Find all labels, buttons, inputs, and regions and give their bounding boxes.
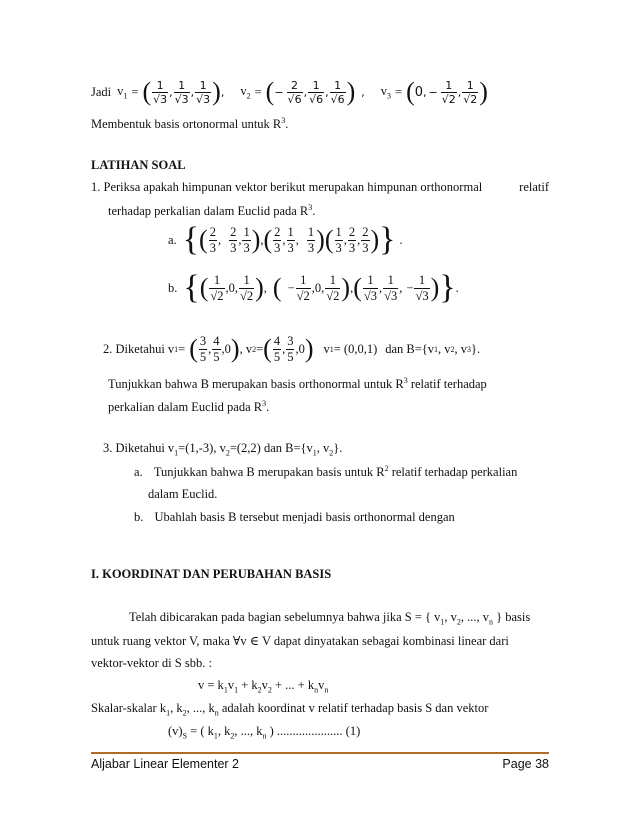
v1-vector: ( [142,77,152,106]
v3-components: 0 , − $\frac{1}{√2}$ , $\frac{1}{√2}$ [414,78,478,106]
coordinate-vector-equation: $(v)_S$ = ( $k_1$, $k_2$, ..., $k_n$ ) ..................... (1) [168,724,361,741]
v3-label: $v_3$ [380,83,392,101]
v2-label: $v_2$ [240,83,251,101]
question-2-line-1: 2. Diketahui v 1 = ( $\frac{3}{5}$ , $\frac{4}{5}$ ,0 ) , v 2 = ( $\frac{4}{5}$ , $\frac{3}{5}$ ,0 ) v 1 = (0,0,1) dan B={v 1 , v 2 , v 3 }. [103,334,481,364]
question-3b: b. Ubahlah basis B tersebut menjadi basis orthonormal dengan [134,510,455,524]
question-1b-set: b. { ( $\frac{1}{√2}$ ,0, $\frac{1}{√2}$ ) , ( − $\frac{1}{√2}$ ,0, $\frac{1}{√2}$ ) , ( $\frac{1}{√3}$ , $\frac{1}{√3}$ , − $\frac{1}{√3}$ ) } . [168,269,459,306]
paragraph-line-3: vektor-vektor di S sbb. : [91,656,212,670]
paragraph-line-2: untuk ruang vektor V, maka ∀v ∈ V dapat dinyatakan sebagai kombinasi linear dari [91,634,509,648]
question-1-line-1: 1. Periksa apakah himpunan vektor berikut merupakan himpunan orthonormal relatif [91,180,549,194]
v2-components: − $\frac{2}{√6}$ , $\frac{1}{√6}$ , $\frac{1}{√6}$ [274,78,345,106]
paragraph-line-5: Skalar-skalar $k_1$, $k_2$, ..., $k_n$ adalah koordinat v relatif terhadap basis S dan vektor [91,701,489,718]
paragraph-line-1: Telah dibicarakan pada bagian sebelumnya bahwa jika S = { $v_1$, $v_2$, ..., $v_n$ } basis [129,610,531,627]
question-2-line-3: perkalian dalam Euclid pada $R^3$. [108,399,270,415]
result-vectors-line: Jadi $v_1$ = ( $\frac{1}{√3}$ , $\frac{1}{√3}$ , $\frac{1}{√3}$ ) , $v_2$ = ( − $\frac{2}{√6}$ , $\frac{1}{√6}$ , $\frac{1}{√6}$ ) , $v_3$ = ( 0 , − $\frac{1}{√2}$ , $\frac{1}{√2}$ ) [91,77,488,106]
footer-divider [91,752,549,754]
question-1a-set: a. { ( $\frac{2}{3}$ , $\frac{2}{3}$ , $\frac{1}{3}$ ) , ( $\frac{2}{3}$ , $\frac{1}{3}$ , $\frac{1}{3}$ ) ( $\frac{1}{3}$ , $\frac{2}{3}$ , $\frac{2}{3}$ ) } . [168,221,403,258]
question-2-line-2: Tunjukkan bahwa B merupakan basis orthonormal untuk $R^3$ relatif terhadap [108,376,487,392]
question-3-line-1: 3. Diketahui $v_1=(1,-3)$, $v_2=(2,2)$ dan $B=\{v_1$, $v_2$}. [103,441,343,458]
page-number: Page 38 [502,757,549,771]
equals-sign: = [131,84,139,99]
linear-combination-equation: $v = k_1v_1 + k_2v_2$ + ... + $k_nv_n$ [198,678,329,695]
footer-title: Aljabar Linear Elementer 2 [91,757,239,771]
question-3a: a. Tunjukkan bahwa B merupakan basis untuk $R^2$ relatif terhadap perkalian [134,464,518,480]
question-3a-line-2: dalam Euclid. [148,487,218,501]
section-heading: I. KOORDINAT DAN PERUBAHAN BASIS [91,567,332,581]
question-1-line-2: terhadap perkalian dalam Euclid pada $R^3$. [108,203,316,219]
jadi-word: Jadi [91,84,112,99]
v1-label: $v_1$ [117,83,128,101]
v1-components: $\frac{1}{√3}$ , $\frac{1}{√3}$ , $\frac{1}{√3}$ [153,78,211,106]
orthonormal-basis-statement: Membentuk basis ortonormal untuk $R^3$. [91,116,289,132]
exercise-heading: LATIHAN SOAL [91,158,186,172]
